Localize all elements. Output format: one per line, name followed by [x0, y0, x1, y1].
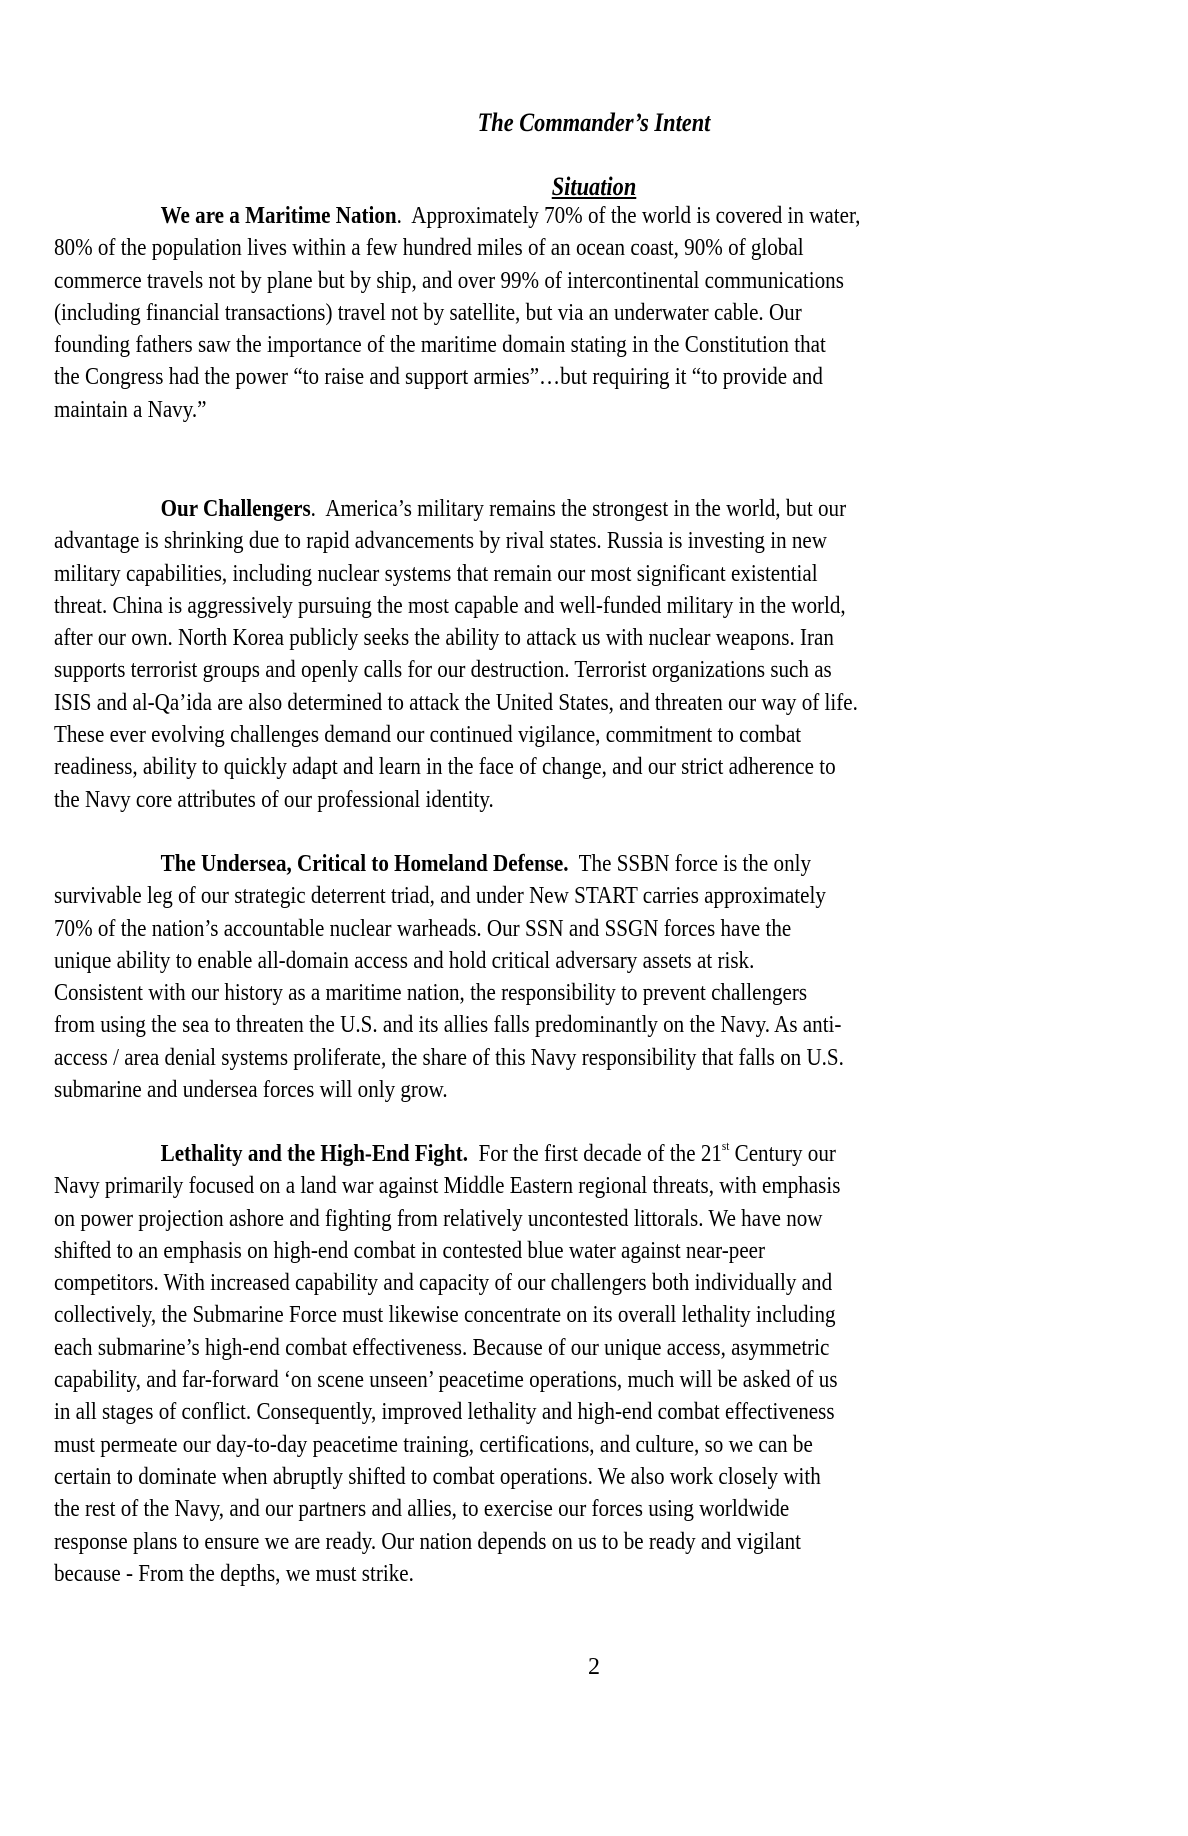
paragraph-line [54, 1138, 1009, 1170]
paragraph-line: survivable leg of our strategic deterrent triad, and under New START carries approximately [54, 882, 826, 910]
paragraph-line: commerce travels not by plane but by ship, and over 99% of intercontinental communications [54, 266, 844, 294]
line-text: The SSBN force is the only [568, 850, 812, 877]
paragraph-lead: The Undersea, Critical to Homeland Defense. [160, 850, 569, 877]
paragraph-maritime-nation [54, 200, 1164, 426]
line-text: Century our [729, 1140, 836, 1167]
paragraph-our-challengers [54, 493, 1164, 816]
paragraph-line: on power projection ashore and fighting from relatively uncontested littorals. We have now [54, 1204, 823, 1232]
paragraph-line: supports terrorist groups and openly calls for our destruction. Terrorist organizations such as [54, 656, 832, 684]
paragraph-line: response plans to ensure we are ready. Our nation depends on us to be ready and vigilant [54, 1527, 801, 1555]
paragraph-line: after our own. North Korea publicly seeks the ability to attack us with nuclear weapons. Iran [54, 624, 834, 652]
paragraph-lead: Lethality and the High-End Fight. [160, 1140, 468, 1167]
paragraph-line: readiness, ability to quickly adapt and learn in the face of change, and our strict adherence to [54, 753, 836, 781]
paragraph-line: competitors. With increased capability and capacity of our challengers both individually and [54, 1269, 833, 1297]
document-title: The Commander’s Intent [477, 108, 711, 137]
paragraph-line: ISIS and al-Qa’ida are also determined to attack the United States, and threaten our way of life. [54, 688, 858, 716]
paragraph-line: each submarine’s high-end combat effectiveness. Because of our unique access, asymmetric [54, 1333, 830, 1361]
paragraph-undersea-homeland-defense [54, 848, 1164, 1106]
paragraph-lethality-high-end-fight [54, 1138, 1164, 1590]
paragraph-lead: Our Challengers [160, 495, 311, 522]
line-text: For the first decade of the 21 [467, 1140, 722, 1167]
paragraph-line: (including financial transactions) travel not by satellite, but via an underwater cable. Our [54, 298, 802, 326]
paragraph-line: Consistent with our history as a maritime nation, the responsibility to prevent challengers [54, 979, 808, 1007]
paragraph-line: the Congress had the power “to raise and support armies”…but requiring it “to provide and [54, 363, 823, 391]
lead-punct: . [396, 202, 402, 229]
lead-punct: . [310, 495, 316, 522]
line-text: America’s military remains the strongest in the world, but our [315, 495, 847, 522]
paragraph-line: from using the sea to threaten the U.S. and its allies falls predominantly on the Navy. As anti- [54, 1011, 842, 1039]
section-heading: Situation [551, 172, 637, 201]
paragraph-line: collectively, the Submarine Force must likewise concentrate on its overall lethality including [54, 1301, 836, 1329]
paragraph-line: capability, and far-forward ‘on scene unseen’ peacetime operations, much will be asked of us [54, 1366, 838, 1394]
line-text: Approximately 70% of the world is covered in water, [401, 202, 861, 229]
paragraph-line: threat. China is aggressively pursuing the most capable and well-funded military in the world, [54, 591, 846, 619]
paragraph-line [54, 848, 1009, 880]
paragraph-line: advantage is shrinking due to rapid advancements by rival states. Russia is investing in new [54, 527, 828, 555]
paragraph-line [54, 200, 1009, 232]
paragraph-line: access / area denial systems proliferate, the share of this Navy responsibility that falls on U.S. [54, 1043, 844, 1071]
paragraph-line: These ever evolving challenges demand our continued vigilance, commitment to combat [54, 721, 802, 749]
paragraph-line: unique ability to enable all-domain access and hold critical adversary assets at risk. [54, 946, 755, 974]
paragraph-line: certain to dominate when abruptly shifted to combat operations. We also work closely with [54, 1462, 821, 1490]
paragraph-line: maintain a Navy.” [54, 395, 207, 423]
paragraph-line: because - From the depths, we must strike. [54, 1559, 414, 1587]
paragraph-line: the rest of the Navy, and our partners and allies, to exercise our forces using worldwide [54, 1495, 790, 1523]
paragraph-line: 80% of the population lives within a few hundred miles of an ocean coast, 90% of global [54, 234, 804, 262]
paragraph-line: 70% of the nation’s accountable nuclear warheads. Our SSN and SSGN forces have the [54, 914, 792, 942]
paragraph-line: must permeate our day-to-day peacetime training, certifications, and culture, so we can be [54, 1430, 813, 1458]
paragraph-line: military capabilities, including nuclear systems that remain our most significant existential [54, 559, 818, 587]
paragraph-line: submarine and undersea forces will only grow. [54, 1076, 448, 1104]
paragraph-line: founding fathers saw the importance of the maritime domain stating in the Constitution that [54, 331, 826, 359]
paragraph-line: shifted to an emphasis on high-end combat in contested blue water against near-peer [54, 1236, 766, 1264]
paragraph-line: in all stages of conflict. Consequently, improved lethality and high-end combat effectiveness [54, 1398, 835, 1426]
page-number: 2 [588, 1654, 600, 1680]
paragraph-line [54, 493, 1009, 525]
paragraph-lead: We are a Maritime Nation [160, 202, 397, 229]
ordinal-superscript: st [721, 1138, 730, 1153]
paragraph-line: the Navy core attributes of our professional identity. [54, 785, 494, 813]
paragraph-line: Navy primarily focused on a land war against Middle Eastern regional threats, with emphasis [54, 1172, 841, 1200]
